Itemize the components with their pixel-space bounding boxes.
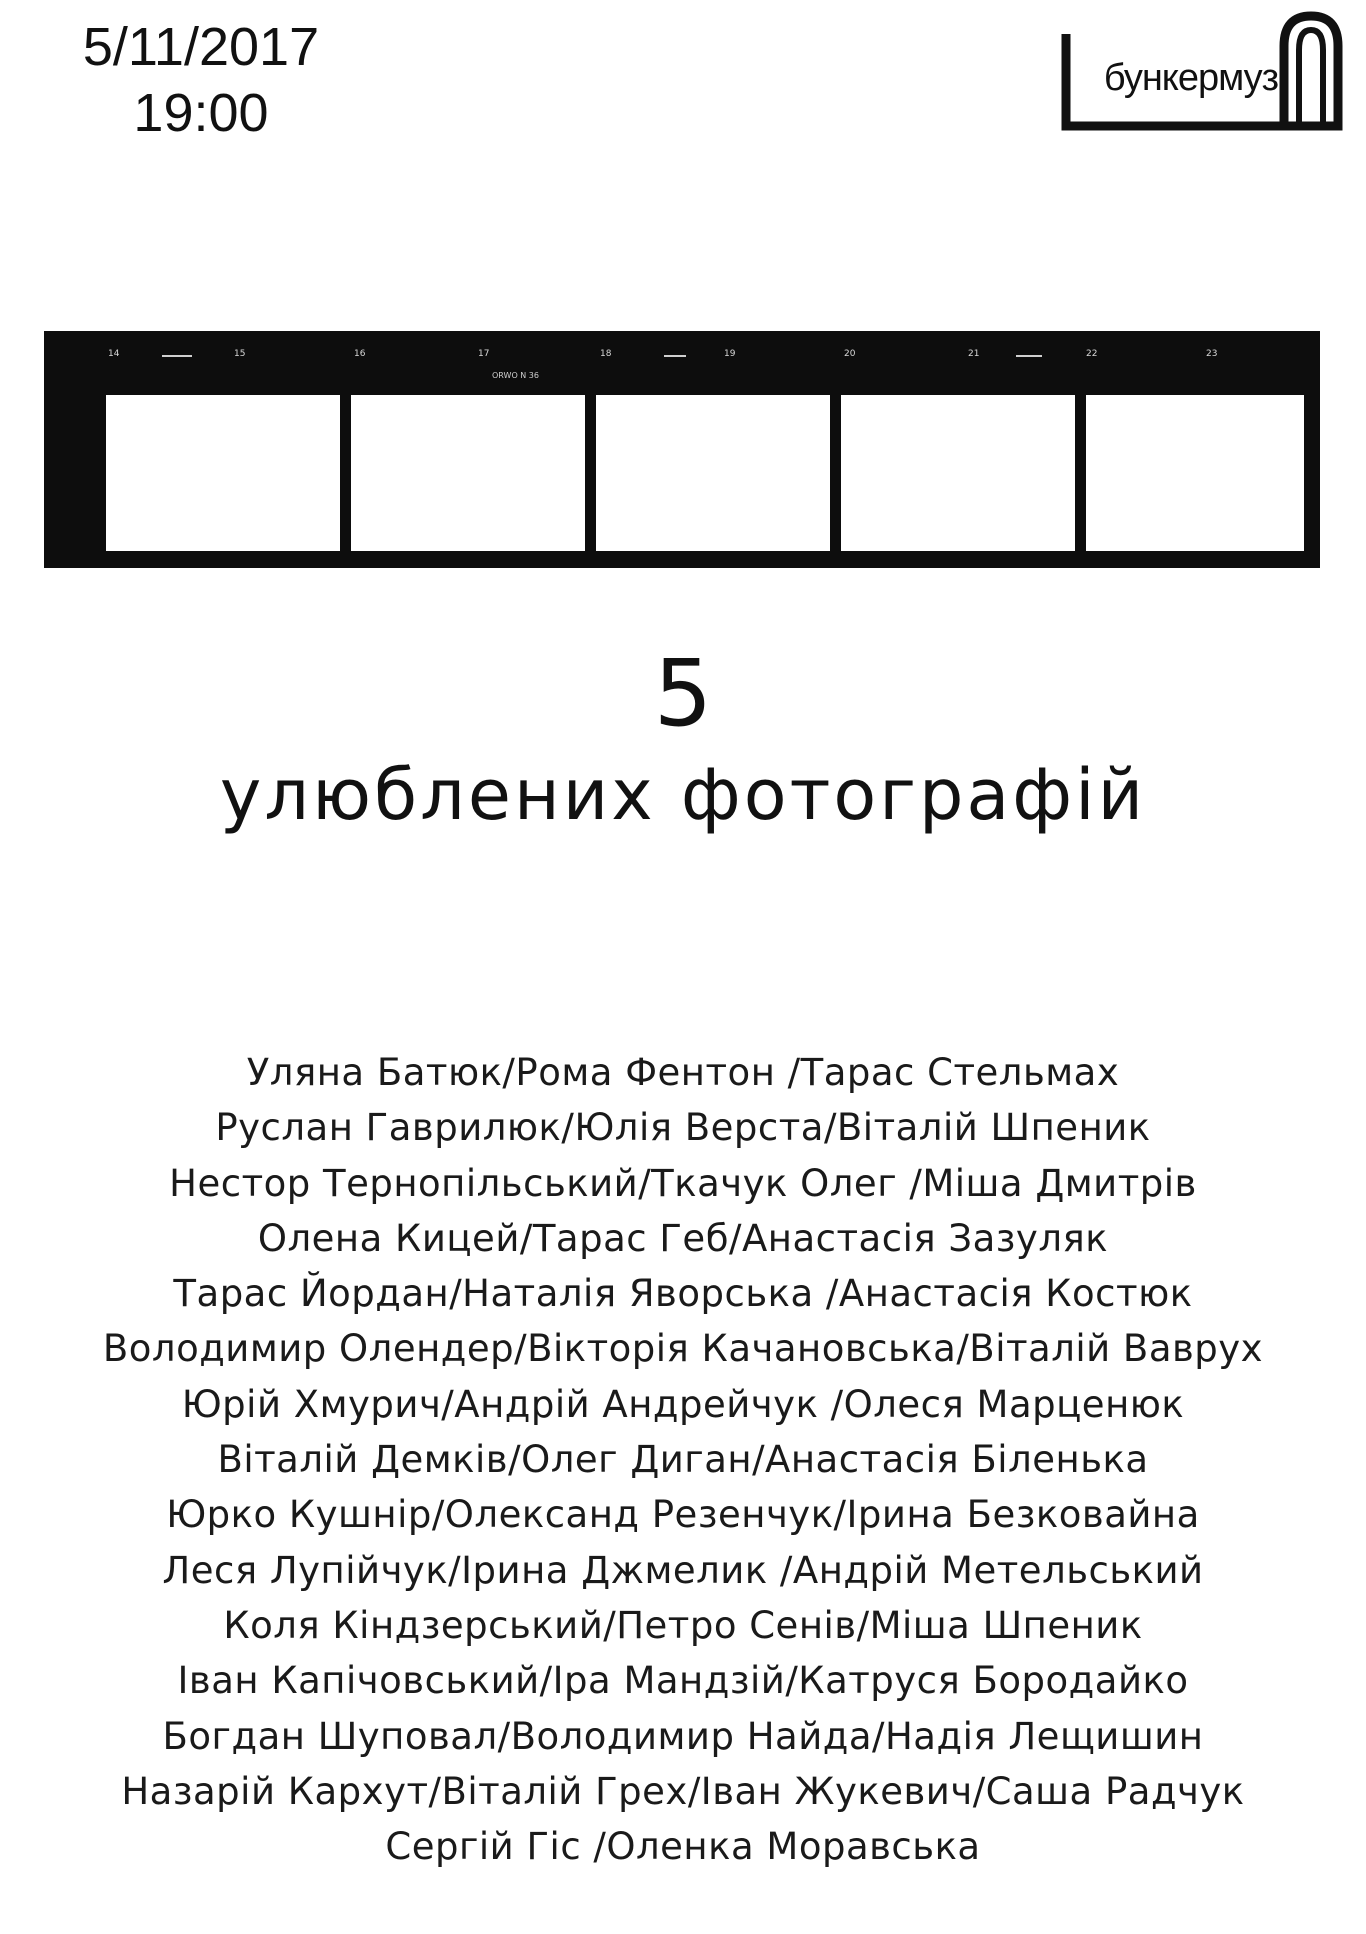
- film-frame-number: 19: [724, 349, 736, 359]
- film-edge-mark: [162, 355, 192, 357]
- event-datetime: [56, 14, 346, 146]
- participants-line: Юрко Кушнір/Олександ Резенчук/Ірина Безковайна: [166, 1493, 1200, 1537]
- bunkermuz-logo: [1058, 6, 1346, 134]
- participants-line: Леся Лупійчук/Ірина Джмелик /Андрій Метельський: [162, 1548, 1204, 1592]
- participants-line: Володимир Олендер/Вікторія Качановська/Віталій Ваврух: [102, 1327, 1264, 1371]
- participants-line: Сергій Гіс /Оленка Моравська: [385, 1825, 981, 1869]
- film-frame-number: 23: [1206, 349, 1218, 359]
- participants-line: Руслан Гаврилюк/Юлія Верста/Віталій Шпеник: [215, 1106, 1151, 1150]
- participants-line: Віталій Демків/Олег Диган/Анастасія Біленька: [217, 1438, 1149, 1482]
- logo-wordmark: бункермуз: [1103, 57, 1279, 99]
- film-frame-number: 20: [844, 349, 856, 359]
- film-frame-number: 22: [1086, 349, 1098, 359]
- film-edge-mark: [664, 355, 686, 357]
- film-brand-marking: ORWO N 36: [492, 371, 539, 380]
- headline-title: улюблених фотографій: [219, 754, 1147, 836]
- participants-line: Іван Капічовський/Іра Мандзій/Катруся Бородайко: [177, 1659, 1189, 1703]
- participants-list: [0, 1045, 1366, 1874]
- participants-line: Коля Кіндзерський/Петро Сенів/Міша Шпеник: [223, 1603, 1143, 1647]
- event-time: 19:00: [133, 83, 269, 143]
- event-date: 5/11/2017: [82, 17, 320, 77]
- film-edge-mark: [1016, 355, 1042, 357]
- film-frame: [596, 395, 830, 551]
- film-frame-number: 18: [600, 349, 612, 359]
- participants-line: Олена Кицей/Тарас Геб/Анастасія Зазуляк: [257, 1216, 1109, 1260]
- film-frame-number: 21: [968, 349, 980, 359]
- film-frame-number: 14: [108, 349, 120, 359]
- participants-line: Богдан Шуповал/Володимир Найда/Надія Лещишин: [162, 1714, 1204, 1758]
- participants-line: Уляна Батюк/Рома Фентон /Тарас Стельмах: [246, 1051, 1120, 1094]
- participants-line: Назарій Кархут/Віталій Грех/Іван Жукевич/Саша Радчук: [121, 1769, 1245, 1813]
- film-frame-number: 17: [478, 349, 490, 359]
- film-frame-number: 15: [234, 349, 246, 359]
- film-frame: [1086, 395, 1304, 551]
- film-frame: [841, 395, 1075, 551]
- film-frame: [106, 395, 340, 551]
- film-frame: [351, 395, 585, 551]
- participants-line: Тарас Йордан/Наталія Яворська /Анастасія Костюк: [173, 1272, 1193, 1316]
- headline-number: 5: [653, 640, 713, 747]
- participants-line: Юрій Хмурич/Андрій Андрейчук /Олеся Марценюк: [181, 1382, 1185, 1426]
- participants-line: Нестор Тернопільський/Ткачук Олег /Міша Дмитрів: [169, 1161, 1197, 1205]
- filmstrip: [44, 331, 1320, 568]
- film-frame-number: 16: [354, 349, 366, 359]
- film-edge-markings: [44, 349, 1320, 379]
